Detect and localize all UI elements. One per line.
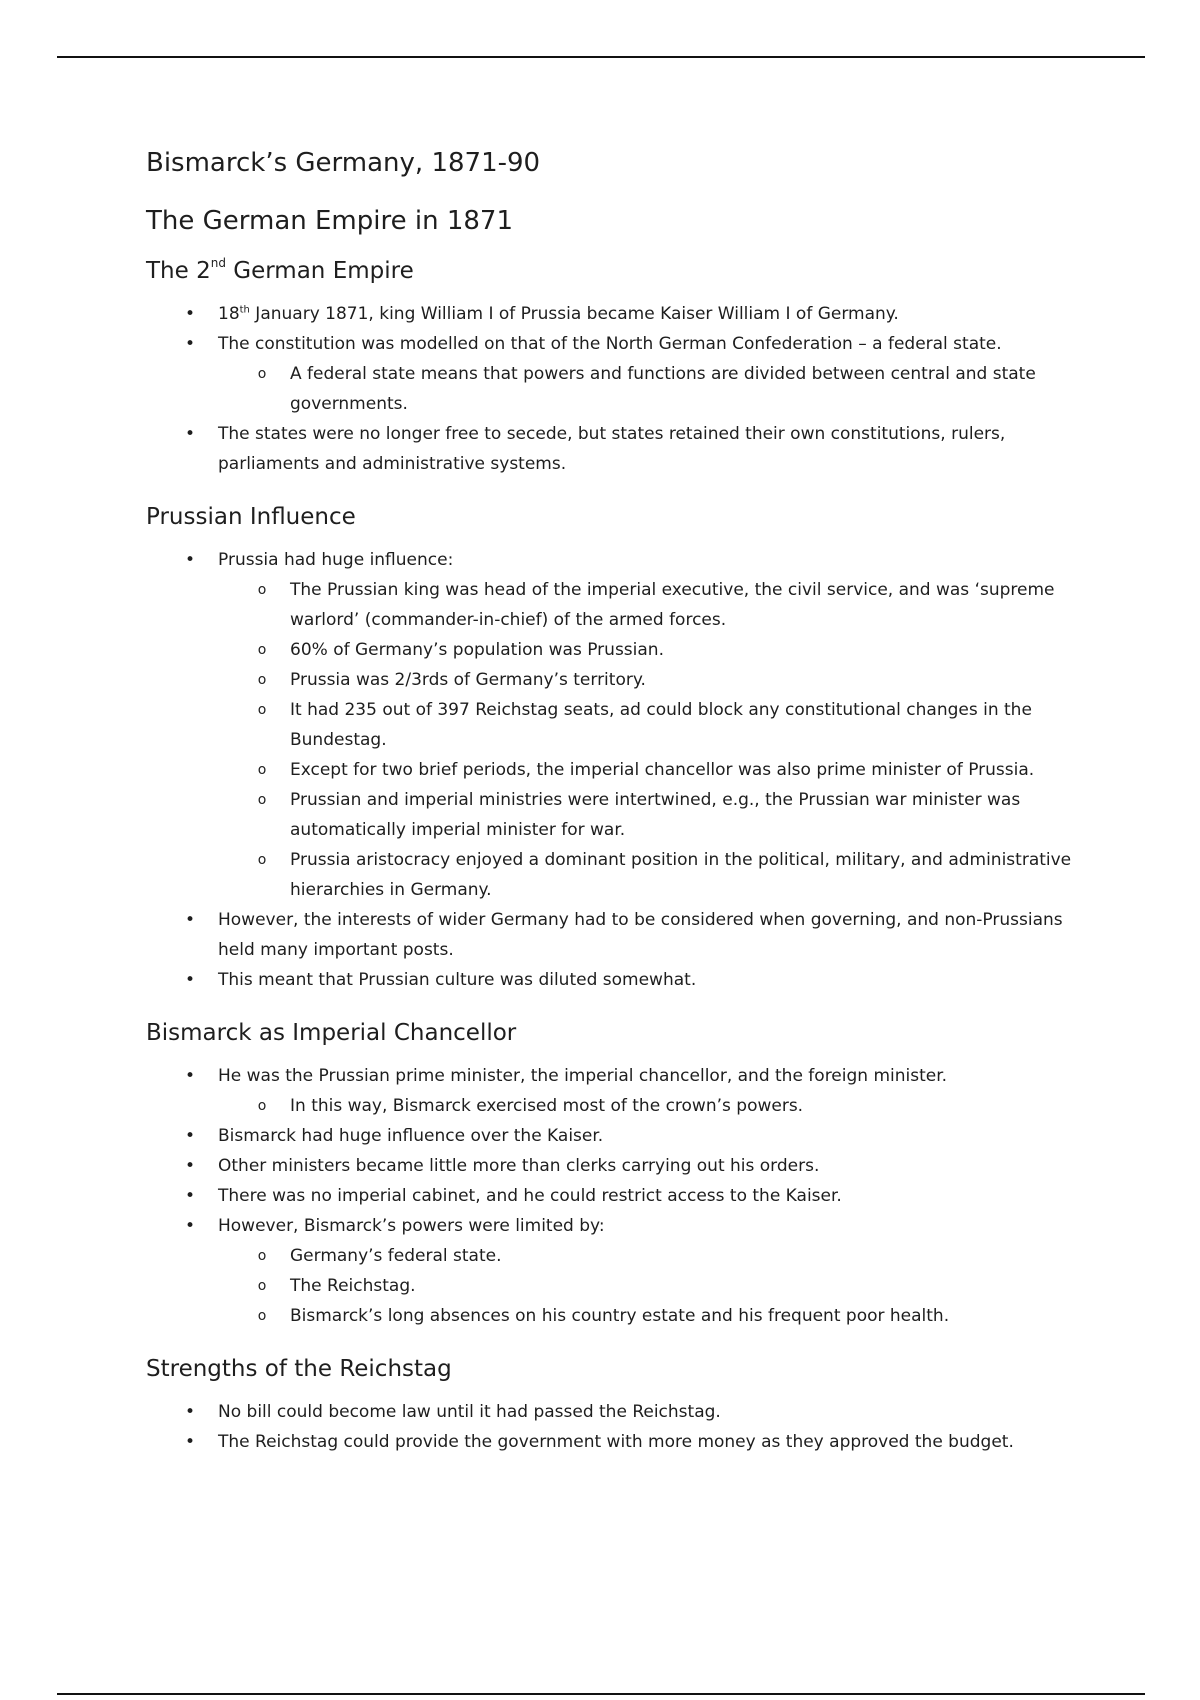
- sub-list-item: o In this way, Bismarck exercised most of the crown’s powers.: [146, 1091, 1086, 1121]
- bullet-list: [146, 545, 1086, 995]
- section-heading-reichstag-strengths: Strengths of the Reichstag: [146, 1356, 452, 1382]
- sub-list-item: o Prussia aristocracy enjoyed a dominant position in the political, military, and administrative hierarchies in Germany.: [146, 845, 1086, 905]
- sub-list-item: o Except for two brief periods, the imperial chancellor was also prime minister of Prussia.: [146, 755, 1086, 785]
- bullet-icon: •: [184, 424, 196, 444]
- section-heading-prussian-influence: Prussian Influence: [146, 504, 356, 530]
- section-heading-imperial-chancellor: Bismarck as Imperial Chancellor: [146, 1020, 517, 1046]
- list-item: • 18th January 1871, king William I of Prussia became Kaiser William I of Germany.: [146, 299, 1086, 329]
- sub-list-item: o Prussia was 2/3rds of Germany’s territory.: [146, 665, 1086, 695]
- bullet-icon: •: [184, 1126, 196, 1146]
- circle-bullet-icon: o: [257, 762, 267, 778]
- circle-bullet-icon: o: [257, 702, 267, 718]
- header-rule: [57, 56, 1145, 58]
- sub-bullet-list: [218, 359, 1086, 419]
- bullet-icon: •: [184, 550, 196, 570]
- list-item: • The constitution was modelled on that of the North German Confederation – a federal state. o A federal state means that powers and functions are divided between central and state governments.: [146, 329, 1086, 419]
- list-item: • However, the interests of wider Germany had to be considered when governing, and non-Prussians held many important posts.: [146, 905, 1086, 965]
- bullet-icon: •: [184, 910, 196, 930]
- sub-list-item: o 60% of Germany’s population was Prussian.: [146, 635, 1086, 665]
- bullet-icon: •: [184, 334, 196, 354]
- sub-list-item: o The Prussian king was head of the imperial executive, the civil service, and was ‘supreme warlord’ (commander-in-chief) of the armed forces.: [146, 575, 1086, 635]
- bullet-icon: •: [184, 1216, 196, 1236]
- list-item: • There was no imperial cabinet, and he could restrict access to the Kaiser.: [146, 1181, 1086, 1211]
- circle-bullet-icon: o: [257, 642, 267, 658]
- bullet-icon: •: [184, 1402, 196, 1422]
- footer-rule: [57, 1693, 1145, 1695]
- list-item: • This meant that Prussian culture was diluted somewhat.: [146, 965, 1086, 995]
- circle-bullet-icon: o: [257, 792, 267, 808]
- list-item: • The states were no longer free to secede, but states retained their own constitutions, rulers, parliaments and administrative systems.: [146, 419, 1086, 479]
- list-item: • Bismarck had huge influence over the Kaiser.: [146, 1121, 1086, 1151]
- sub-bullet-list: [218, 575, 1086, 905]
- document-title: Bismarck’s Germany, 1871-90: [146, 148, 541, 178]
- major-heading: The German Empire in 1871: [146, 206, 513, 236]
- bullet-list: [146, 299, 1086, 479]
- list-item: • Other ministers became little more than clerks carrying out his orders.: [146, 1151, 1086, 1181]
- bullet-icon: •: [184, 1066, 196, 1086]
- bullet-icon: •: [184, 1432, 196, 1452]
- list-item: • Prussia had huge influence: o The Prussian king was head of the imperial executive, the civil service, and was ‘supreme warlord’ (commander-in-chief) of the armed forces. o 60% of Germany’s population was Prussian. o Prussia was 2/3rds of Germany’s territory. o It had 235 out of 397 Reichstag seats, ad could block any constitutional changes in the Bundestag. o Except for two brief periods, the imperial chancellor was also prime minister of Prussia. o Prussian and imperial ministries were intertwined, e.g., the Prussian war minister was automatically imperial minister for war. o Prussia aristocracy enjoyed a dominant position in the political, military, and administrative hierarchies in Germany.: [146, 545, 1086, 905]
- sub-bullet-list: [218, 1091, 1086, 1121]
- bullet-icon: •: [184, 1156, 196, 1176]
- list-item: • No bill could become law until it had passed the Reichstag.: [146, 1397, 1086, 1427]
- sub-list-item: o The Reichstag.: [146, 1271, 1086, 1301]
- bullet-icon: •: [184, 1186, 196, 1206]
- sub-list-item: o Germany’s federal state.: [146, 1241, 1086, 1271]
- circle-bullet-icon: o: [257, 1248, 267, 1264]
- sub-list-item: o Bismarck’s long absences on his country estate and his frequent poor health.: [146, 1301, 1086, 1331]
- bullet-icon: •: [184, 970, 196, 990]
- circle-bullet-icon: o: [257, 1308, 267, 1324]
- list-item: • He was the Prussian prime minister, the imperial chancellor, and the foreign minister. o In this way, Bismarck exercised most of the crown’s powers.: [146, 1061, 1086, 1121]
- sub-list-item: o Prussian and imperial ministries were intertwined, e.g., the Prussian war minister was automatically imperial minister for war.: [146, 785, 1086, 845]
- circle-bullet-icon: o: [257, 1278, 267, 1294]
- circle-bullet-icon: o: [257, 852, 267, 868]
- bullet-list: [146, 1061, 1086, 1331]
- document-body: [146, 145, 1086, 1457]
- circle-bullet-icon: o: [257, 366, 267, 382]
- section-heading-second-empire: The 2nd German Empire: [146, 256, 414, 284]
- bullet-icon: •: [184, 304, 196, 324]
- sub-bullet-list: [218, 1241, 1086, 1331]
- circle-bullet-icon: o: [257, 1098, 267, 1114]
- list-item: • The Reichstag could provide the government with more money as they approved the budget.: [146, 1427, 1086, 1457]
- circle-bullet-icon: o: [257, 672, 267, 688]
- list-item: • However, Bismarck’s powers were limited by: o Germany’s federal state. o The Reichstag. o Bismarck’s long absences on his country estate and his frequent poor health.: [146, 1211, 1086, 1331]
- sub-list-item: o It had 235 out of 397 Reichstag seats, ad could block any constitutional changes in the Bundestag.: [146, 695, 1086, 755]
- bullet-list: [146, 1397, 1086, 1457]
- circle-bullet-icon: o: [257, 582, 267, 598]
- sub-list-item: o A federal state means that powers and functions are divided between central and state governments.: [146, 359, 1086, 419]
